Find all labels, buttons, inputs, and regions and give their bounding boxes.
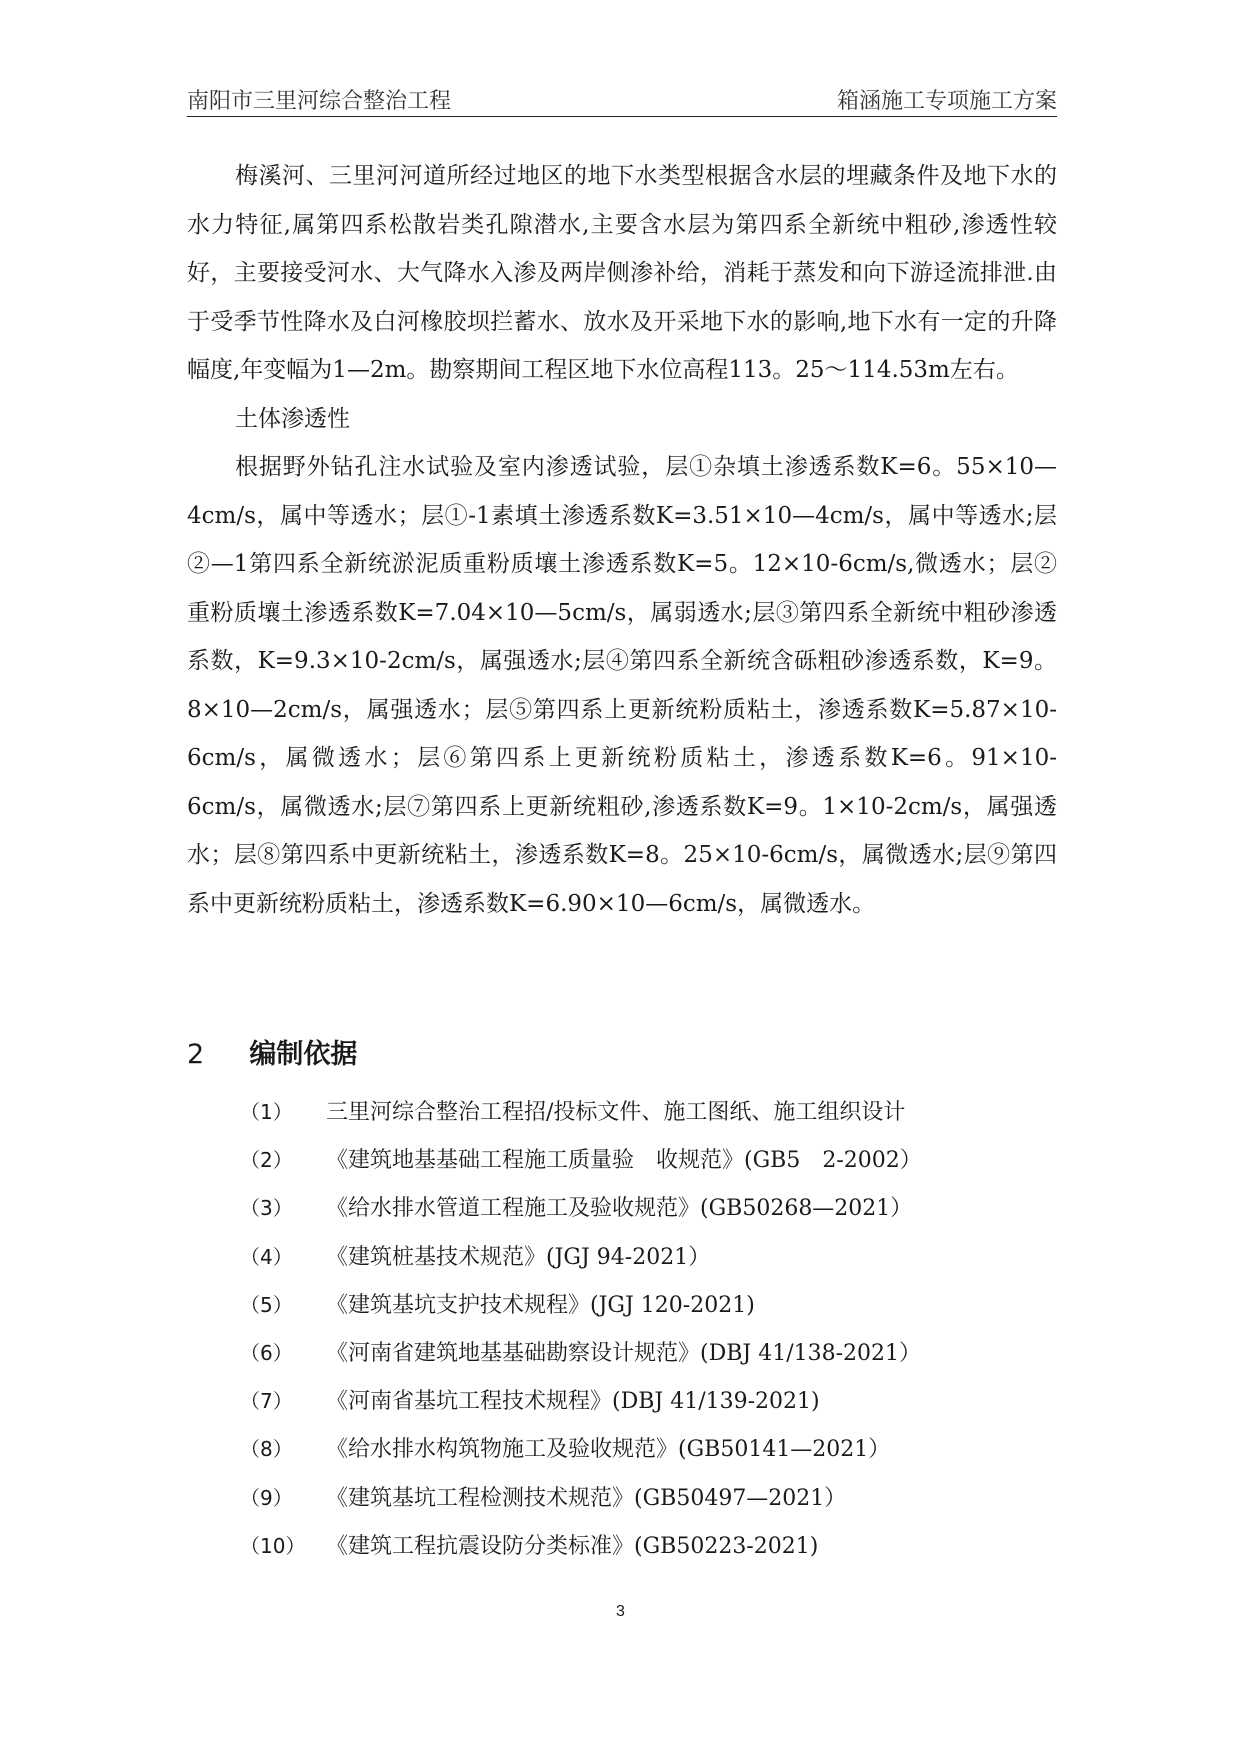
reference-text: 《河南省基坑工程技术规程》(DBJ 41/139-2021): [326, 1389, 820, 1415]
reference-text: 《建筑基坑支护技术规程》(JGJ 120-2021): [326, 1292, 755, 1318]
section-number: 2: [187, 1039, 205, 1070]
list-item: [240, 1377, 1060, 1425]
header-project-name: 南阳市三里河综合整治工程: [187, 89, 452, 114]
paragraph-permeability: 根据野外钻孔注水试验及室内渗透试验，层①杂填土渗透系数K=6。55×10—4cm/s，属中等透水；层①-1素填土渗透系数K=3.51×10—4cm/s，属中等透水;层②—1第四系全新统淤泥质重粉质壤土渗透系数K=5。12×10-6cm/s,微透水；层②重粉质壤土渗透系数K=7.04×10—5cm/s，属弱透水;层③第四系全新统中粗砂渗透系数，K=9.3×10-2cm/s，属强透水;层④第四系全新统含砾粗砂渗透系数，K=9。8×10—2cm/s，属强透水；层⑤第四系上更新统粉质粘土，渗透系数K=5.87×10-6cm/s，属微透水；层⑥第四系上更新统粉质粘土，渗透系数K=6。91×10-6cm/s，属微透水;层⑦第四系上更新统粗砂,渗透系数K=9。1×10-2cm/s，属强透水；层⑧第四系中更新统粘土，渗透系数K=8。25×10-6cm/s，属微透水;层⑨第四系中更新统粉质粘土，渗透系数K=6.90×10—6cm/s，属微透水。: [187, 454, 1057, 917]
list-item: [240, 1088, 1060, 1136]
section-heading: [187, 1032, 357, 1071]
paragraph-permeability-title: 土体渗透性: [235, 405, 350, 432]
list-item: [240, 1474, 1060, 1522]
header-document-title: 箱涵施工专项施工方案: [836, 89, 1057, 114]
reference-text: 《给水排水构筑物施工及验收规范》(GB50141—2021）: [326, 1437, 891, 1463]
reference-list: [240, 1088, 1060, 1570]
reference-text: 《建筑桩基技术规范》(JGJ 94-2021）: [326, 1244, 711, 1270]
reference-index: （3）: [240, 1196, 293, 1221]
reference-index: （5）: [240, 1292, 293, 1317]
page-header: [187, 82, 1057, 117]
list-item: [240, 1281, 1060, 1329]
reference-index: （6）: [240, 1340, 293, 1365]
reference-text: 《建筑工程抗震设防分类标准》(GB50223-2021): [326, 1533, 819, 1559]
reference-index: （7）: [240, 1389, 293, 1414]
section-title: 编制依据: [249, 1039, 358, 1070]
body-text: [187, 152, 1057, 928]
reference-index: （4）: [240, 1244, 293, 1269]
reference-text: 《建筑地基基础工程施工质量验 收规范》(GB5 2-2002）: [326, 1148, 922, 1174]
list-item: [240, 1136, 1060, 1184]
reference-index: （2）: [240, 1148, 293, 1173]
list-item: [240, 1233, 1060, 1281]
reference-text: 《给水排水管道工程施工及验收规范》(GB50268—2021）: [326, 1196, 913, 1222]
reference-index: （8）: [240, 1437, 293, 1462]
paragraph-groundwater: 梅溪河、三里河河道所经过地区的地下水类型根据含水层的埋藏条件及地下水的水力特征,属第四系松散岩类孔隙潜水,主要含水层为第四系全新统中粗砂,渗透性较好，主要接受河水、大气降水入渗及两岸侧渗补给，消耗于蒸发和向下游迳流排泄.由于受季节性降水及白河橡胶坝拦蓄水、放水及开采地下水的影响,地下水有一定的升降幅度,年变幅为1—2m。勘察期间工程区地下水位高程113。25～114.53m左右。: [187, 163, 1057, 383]
reference-index: （9）: [240, 1485, 293, 1510]
page-number: 3: [616, 1603, 625, 1620]
reference-text: 《建筑基坑工程检测技术规范》(GB50497—2021）: [326, 1485, 847, 1511]
reference-index: （10）: [240, 1533, 306, 1558]
reference-text: 三里河综合整治工程招/投标文件、施工图纸、施工组织设计: [326, 1100, 906, 1125]
list-item: [240, 1425, 1060, 1473]
reference-index: （1）: [240, 1100, 293, 1124]
list-item: [240, 1184, 1060, 1232]
list-item: [240, 1329, 1060, 1377]
list-item: [240, 1522, 1060, 1570]
reference-text: 《河南省建筑地基基础勘察设计规范》(DBJ 41/138-2021）: [326, 1340, 922, 1366]
